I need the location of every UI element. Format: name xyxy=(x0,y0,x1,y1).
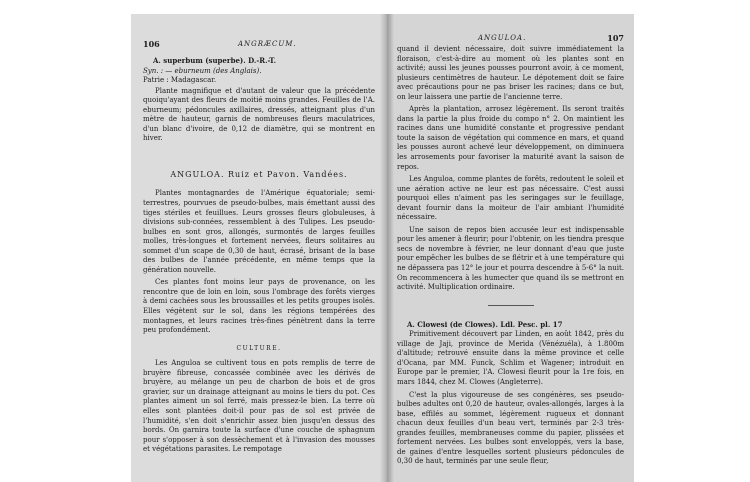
right-running-head: ANGULOA. xyxy=(477,34,527,42)
left-running-head: ANGRÆCUM. xyxy=(238,40,297,48)
intro-paragraph-1: Plantes montagnardes de l'Amérique équatoriale; semi-terrestres, pourvues de pseudo-bulbes, mais émettant aussi des tiges stériles et feuillues. Leurs grosses fleurs globuleuses, à divisions sub-connées, ressemblent à des Tulipes. Les pseudo-bulbes en sont gros, allongés, surmontés de larges feuilles molles, très-longues et fortement nervées, fleurs solitaires au sommet d'un scape de 0,30 de haut, écrasé, brisant de la base des bulbes de l'année précédente, en même temps que la génération nouvelle. xyxy=(143,189,375,274)
clowesi-paragraph-2: C'est la plus vigoureuse de ses congénères, ses pseudo-bulbes adultes ont 0,20 de hauteur, ovales-allongés, larges à la base, effilés au sommet, légèrement rugueux et donnant chacun deux feuilles d'un beau vert, terminés par 2-3 très-grandes feuilles, membraneuses comme du papier, plissées et fortement nervées. Les bulbes sont enveloppés, vers la base, de gaines d'entre lesquelles sortent plusieurs pédoncules de 0,30 de haut, terminés par une seule fleur, xyxy=(397,390,624,466)
right-margin xyxy=(634,0,750,482)
left-margin xyxy=(0,0,131,482)
right-paragraph-4: Une saison de repos bien accusée leur est indispensable pour les amener à fleurir; pour l'obtenir, on les tiendra presque secs de novembre à février, ne leur donnant d'eau que juste pour empêcher les bulbes de se flétrir et à une température qui ne dépassera pas 12° le jour et pourra descendre à 5-6° la nuit. On recommencera à les humecter que quand ils se mettront en activité. Multiplication ordinaire. xyxy=(397,225,624,292)
left-page xyxy=(131,14,387,482)
right-paragraph-3: Les Anguloa, comme plantes de forêts, redoutent le soleil et une aération active ne leur est pas nécessaire. C'est aussi pourquoi elles n'aiment pas les seringages sur le feuillage, devant fournir dans la moiteur de l'air ambiant l'humidité nécessaire. xyxy=(397,175,624,222)
right-paragraph-1: quand il devient nécessaire, doit suivre immédiatement la floraison, c'est-à-dire au moment où les plantes sont en activité; aussi les jeunes pousses pourront avoir, à ce moment, plusieurs centimètres de hauteur. Le dépotement doit se faire avec précautions pour ne pas briser les racines; dans ce but, on leur laissera une partie de l'ancienne terre. xyxy=(397,45,624,101)
left-page-body xyxy=(143,40,375,458)
patrie-line: Patrie : Madagascar. xyxy=(143,76,217,85)
book-gutter xyxy=(380,14,394,482)
left-running-header xyxy=(143,40,375,51)
section-title-anguloa: ANGULOA. Ruiz et Pavon. Vandées. xyxy=(170,169,348,179)
species-title-superbum: A. superbum (superbe). D.-R.-T. xyxy=(153,56,277,65)
left-page-number: 106 xyxy=(143,39,160,49)
right-page-body xyxy=(397,34,624,470)
species-title-clowesi: A. Clowesi (de Clowes). Ldl. Pesc. pl. 17 xyxy=(407,319,563,329)
synonym-line: Syn. : — eburneum (des Anglais). xyxy=(143,66,262,75)
right-page-number: 107 xyxy=(607,33,624,43)
intro-paragraph-2: Ces plantes font moins leur pays de provenance, on les rencontre que de loin en loin, sous l'ombrage des forêts vierges à demi cachées sous les broussailles et les petits groupes isolés. Elles végètent sur le sol, dans les régions tempérées des montagnes, et leurs racines très-fines pénètrent dans la terre peu profondément. xyxy=(143,278,375,335)
right-page xyxy=(387,14,634,482)
right-running-header xyxy=(397,34,624,45)
culture-paragraph: Les Anguloa se cultivent tous en pots remplis de terre de bruyère fibreuse, concassée combinée avec les dérivés de bruyère, au mélange un peu de charbon de bois et de gros gravier, sur un drainage atteignant au moins le tiers du pot. Ces plantes aiment un sol ferré, mais pressez-le bien. La terre où elles sont plantées doit-il pour pas de sol est privée de l'humidité, s'en doit s'enrichir assez bien jusqu'en dessus des bords. On garnira toute la surface d'une couche de sphagnum pour s'opposer à son dessèchement et à l'invasion des mousses et végétations parasites. Le rempotage xyxy=(143,359,375,454)
superbum-description: Plante magnifique et d'autant de valeur que la précédente quoiqu'ayant des fleurs de moitié moins grandes. Feuilles de l'A. eburneum; pédoncules axillaires, dressés, atteignant plus d'un mètre de hauteur, garnis de nombreuses fleurs maculatrices, d'un blanc d'ivoire, de 0,12 de diamètre, qui se montrent en hiver. xyxy=(143,86,375,143)
culture-heading: CULTURE. xyxy=(236,344,282,352)
section-divider xyxy=(488,305,534,306)
clowesi-paragraph-1: Primitivement découvert par Linden, en août 1842, près du village de Jaji, province de Merida (Vénézuéla), à 1.800m d'altitude; retrouvé ensuite dans la même province et celle d'Ocana, par MM. Funck, Schlim et Wagener; introduit en Europe par le premier, l'A. Clowesi fleurit pour la 1re fois, en mars 1844, chez M. Clowes (Angleterre). xyxy=(397,330,624,386)
right-paragraph-2: Après la plantation, arrosez légèrement. Ils seront traités dans la partie la plus froide du compo n° 2. On maintient les racines dans une humidité constante et progressive pendant toute la saison de végétation qui commence en mars, et quand les pousses auront achevé leur développement, on diminuera les arrosements pour favoriser la maturité avant la saison de repos. xyxy=(397,105,624,171)
